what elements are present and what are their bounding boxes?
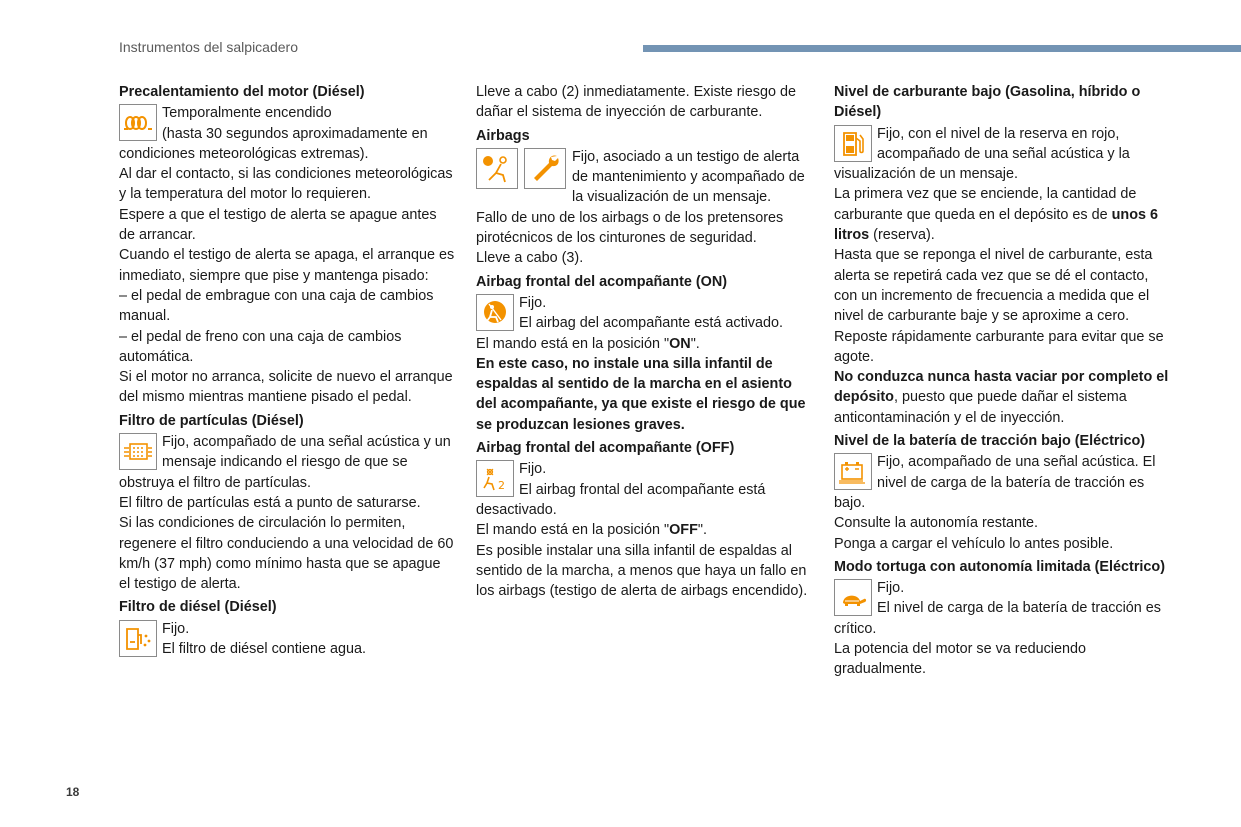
page-number: 18: [66, 785, 80, 799]
column-3: [834, 82, 1170, 680]
column-2: [476, 82, 812, 601]
body-text: Es posible instalar una silla infantil de espaldas al sentido de la marcha, a menos que haya un fallo en los airbags (testigo de alerta de airbags encendido).: [476, 542, 808, 600]
section-title: Airbags: [476, 127, 530, 144]
body-text: Fijo, acompañado de una señal acústica. El nivel de carga de la batería de tracción es bajo.: [834, 454, 1156, 511]
reserve-amount: unos 6 litros: [834, 206, 1159, 244]
text-span: ".: [690, 335, 700, 352]
passenger-airbag-off-icon: [476, 460, 514, 497]
warning-bold-text: No conduzca nunca hasta vaciar por completo el depósito: [834, 369, 1169, 406]
list-item: – el pedal de embrague con una caja de cambios manual.: [119, 287, 434, 325]
traction-battery-icon: [834, 453, 872, 490]
passenger-airbag-on-icon: [476, 294, 514, 331]
body-text: [834, 184, 1170, 245]
airbag-icon: [476, 148, 518, 189]
body-text: Si las condiciones de circulación lo permiten, regenere el filtro conduciendo a una velocidad de 60 km/h (37 mph) como mínimo hasta que se apague el testigo de alerta.: [119, 515, 454, 593]
running-header: Instrumentos del salpicadero: [119, 39, 298, 55]
body-text: Fijo, asociado a un testigo de alerta de mantenimiento y acompañado de la visualización de un mensaje.: [572, 148, 805, 206]
water-in-diesel-icon: [119, 620, 157, 657]
body-text: Consulte la autonomía restante.: [834, 515, 1038, 532]
svg-text:2: 2: [498, 478, 505, 492]
body-text: [834, 367, 1170, 428]
turtle-icon: [834, 579, 872, 616]
section-title: Nivel de la batería de tracción bajo (Eléctrico): [834, 433, 1146, 450]
text-span: El mando está en la posición ": [476, 522, 670, 539]
preheat-coil-icon: [119, 104, 157, 141]
section-title: Airbag frontal del acompañante (ON): [476, 273, 728, 290]
body-text: El filtro de partículas está a punto de saturarse.: [119, 494, 421, 511]
body-text: Al dar el contacto, si las condiciones meteorológicas y la temperatura del motor lo requieren.: [119, 166, 453, 203]
body-text: El airbag frontal del acompañante está desactivado.: [476, 481, 766, 518]
body-text: Cuando el testigo de alerta se apaga, el arranque es inmediato, siempre que pise y mantenga pisado:: [119, 247, 455, 284]
body-text: Fijo.: [877, 580, 905, 597]
text-span: La primera vez que se enciende, la cantidad de carburante que queda en el depósito es de: [834, 186, 1137, 223]
body-text: Temporalmente encendido: [162, 105, 332, 122]
text-span: , puesto que puede dañar el sistema anticontaminación y el de inyección.: [834, 389, 1127, 426]
column-1: [119, 82, 455, 659]
body-text: Fijo.: [162, 620, 190, 637]
body-text: Hasta que se reponga el nivel de carburante, esta alerta se repetirá cada vez que se dé el contacto, con un incremento de frecuencia a medida que el nivel de carburante baje y se aproxime a cero.: [834, 247, 1153, 325]
body-text: Lleve a cabo (3).: [476, 250, 584, 267]
list-item: – el pedal de freno con una caja de cambios automática.: [119, 328, 402, 365]
text-span: (reserva).: [869, 227, 935, 244]
body-text: El filtro de diésel contiene agua.: [162, 641, 366, 658]
particle-filter-icon: [119, 433, 157, 470]
body-text: Reposte rápidamente carburante para evitar que se agote.: [834, 328, 1164, 365]
wrench-service-icon: [524, 148, 566, 189]
body-text: Ponga a cargar el vehículo lo antes posible.: [834, 535, 1114, 552]
section-title: Airbag frontal del acompañante (OFF): [476, 440, 735, 457]
switch-position-on: ON: [669, 335, 691, 352]
body-text: [476, 334, 812, 354]
body-text: Fijo.: [519, 461, 547, 478]
body-text: (hasta 30 segundos aproximadamente en condiciones meteorológicas extremas).: [119, 125, 428, 162]
section-title: Filtro de diésel (Diésel): [119, 599, 277, 616]
body-text: La potencia del motor se va reduciendo gradualmente.: [834, 641, 1086, 678]
body-text: El nivel de carga de la batería de tracción es crítico.: [834, 600, 1161, 637]
text-span: El mando está en la posición ": [476, 335, 670, 352]
body-text: El airbag del acompañante está activado.: [519, 315, 783, 332]
warning-text: En este caso, no instale una silla infantil de espaldas al sentido de la marcha en el asiento del acompañante, ya que existe el riesgo de que se produzcan lesiones graves.: [476, 355, 806, 433]
section-title: Precalentamiento del motor (Diésel): [119, 84, 365, 100]
body-text: Fijo, acompañado de una señal acústica y un mensaje indicando el riesgo de que se obstruya el filtro de partículas.: [119, 434, 451, 491]
fuel-pump-icon: [834, 125, 872, 162]
section-title: Filtro de partículas (Diésel): [119, 412, 304, 429]
switch-position-off: OFF: [669, 522, 698, 539]
text-span: ".: [697, 522, 707, 539]
body-text: [476, 520, 812, 540]
body-text: Lleve a cabo (2) inmediatamente. Existe riesgo de dañar el sistema de inyección de carburante.: [476, 84, 796, 121]
body-text: Fijo.: [519, 294, 547, 311]
body-text: Fijo, con el nivel de la reserva en rojo, acompañado de una señal acústica y la visualización de un mensaje.: [834, 125, 1130, 183]
body-text: Fallo de uno de los airbags o de los pretensores pirotécnicos de los cinturones de seguridad.: [476, 209, 784, 247]
body-text: Espere a que el testigo de alerta se apague antes de arrancar.: [119, 206, 437, 244]
header-accent-bar: [643, 45, 1241, 52]
section-title: Modo tortuga con autonomía limitada (Eléctrico): [834, 558, 1165, 575]
section-title: Nivel de carburante bajo (Gasolina, híbrido o Diésel): [834, 84, 1141, 121]
body-text: Si el motor no arranca, solicite de nuevo el arranque del mismo mientras mantiene pisado el pedal.: [119, 369, 453, 406]
